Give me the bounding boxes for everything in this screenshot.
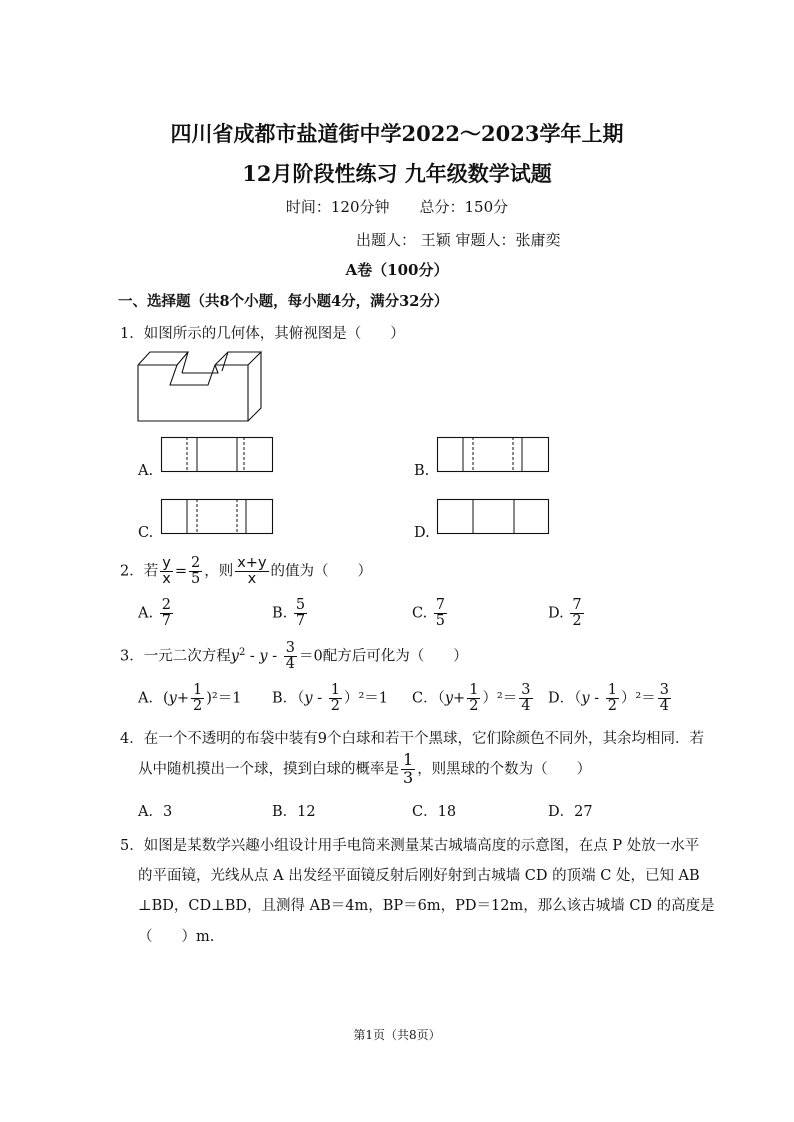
q1-option-d-label: D. (414, 525, 430, 541)
q1-stem: 1．如图所示的几何体，其俯视图是（ ） (120, 326, 405, 342)
exam-title-line1: 四川省成都市盐道街中学2022～2023学年上期 (170, 121, 624, 146)
q2-stem: 2．若 $\frac{y}{x}$ = $\frac{2}{5}$ ，则 $\frac{x+y}{x}$ 的值为（ ） (120, 555, 373, 588)
q1-option-a-label: A. (138, 463, 154, 479)
q5-line4: （ ）m. (138, 929, 215, 945)
q2-fraction-xy-over-x: $\frac{x+y}{x}$ (237, 555, 267, 588)
q4-line2: 从中随机摸出一个球，摸到白球的概率是 $\frac{1}{3}$ ，则黑球的个数为（ ） (138, 750, 592, 787)
q1-option-a-figure (161, 437, 273, 472)
q2-fraction-y-over-x: $\frac{y}{x}$ (162, 555, 171, 588)
q1-option-b-label: B. (414, 463, 430, 479)
q3-option-a: A．(y+ $\frac{1}{2}$ )²＝1 (138, 682, 242, 715)
page-footer: 第1页（共8页） (353, 1028, 441, 1042)
q1-option-c-figure (161, 499, 273, 534)
q2-fraction-2-over-5: $\frac{2}{5}$ (190, 555, 201, 588)
q3-option-c: C．（y+ $\frac{1}{2}$ ）²＝ $\frac{3}{4}$ (412, 682, 531, 715)
q5-line2: 的平面镜，光线从点 A 出发经平面镜反射后刚好射到古城墙 CD 的顶端 C 处，已知 AB (138, 868, 700, 884)
q2-option-a: A. $\frac{2}{7}$ (138, 597, 171, 630)
q4-option-b: B．12 (272, 804, 316, 820)
q1-option-b-figure (437, 437, 549, 472)
q1-option-c-label: C. (138, 525, 154, 541)
q5-line1: 5．如图是某数学兴趣小组设计用手电筒来测量某古城墙高度的示意图，在点 P 处放一水平 (120, 838, 700, 854)
q2-option-b: B. $\frac{5}{7}$ (272, 597, 306, 630)
q2-option-c: C. $\frac{7}{5}$ (412, 597, 446, 630)
part1-heading: 一、选择题（共8个小题，每小题4分，满分32分） (118, 293, 449, 310)
q5-line3: ⊥BD，CD⊥BD，且测得 AB＝4m，BP＝6m，PD＝12m，那么该古城墙 CD 的高度是 (138, 898, 715, 914)
q4-option-d: D．27 (548, 804, 593, 820)
section-a-heading: A卷（100分） (345, 261, 449, 279)
q4-line1: 4．在一个不透明的布袋中装有9个白球和若干个黑球，它们除颜色不同外，其余均相同．若 (120, 731, 704, 747)
q1-option-d-figure (437, 499, 549, 534)
authors-line: 出题人： 王颖 审题人：张庸奕 (356, 231, 561, 249)
time-and-score: 时间：120分钟 总分：150分 (285, 198, 509, 216)
q2-option-d: D. $\frac{7}{2}$ (548, 597, 582, 630)
q3-option-b: B．（y - $\frac{1}{2}$ ）²＝1 (272, 682, 388, 715)
q4-option-a: A．3 (138, 804, 173, 820)
q4-option-c: C．18 (412, 804, 457, 820)
q1-solid-figure (130, 345, 270, 430)
q3-stem: 3．一元二次方程$y^2$ - y - $\frac{3}{4}$ ＝0配方后可化为（ ） (120, 640, 468, 673)
exam-title-line2: 12月阶段性练习 九年级数学试题 (242, 161, 552, 186)
q3-option-d: D．（y - $\frac{1}{2}$ ）²＝ $\frac{3}{4}$ (548, 682, 669, 715)
